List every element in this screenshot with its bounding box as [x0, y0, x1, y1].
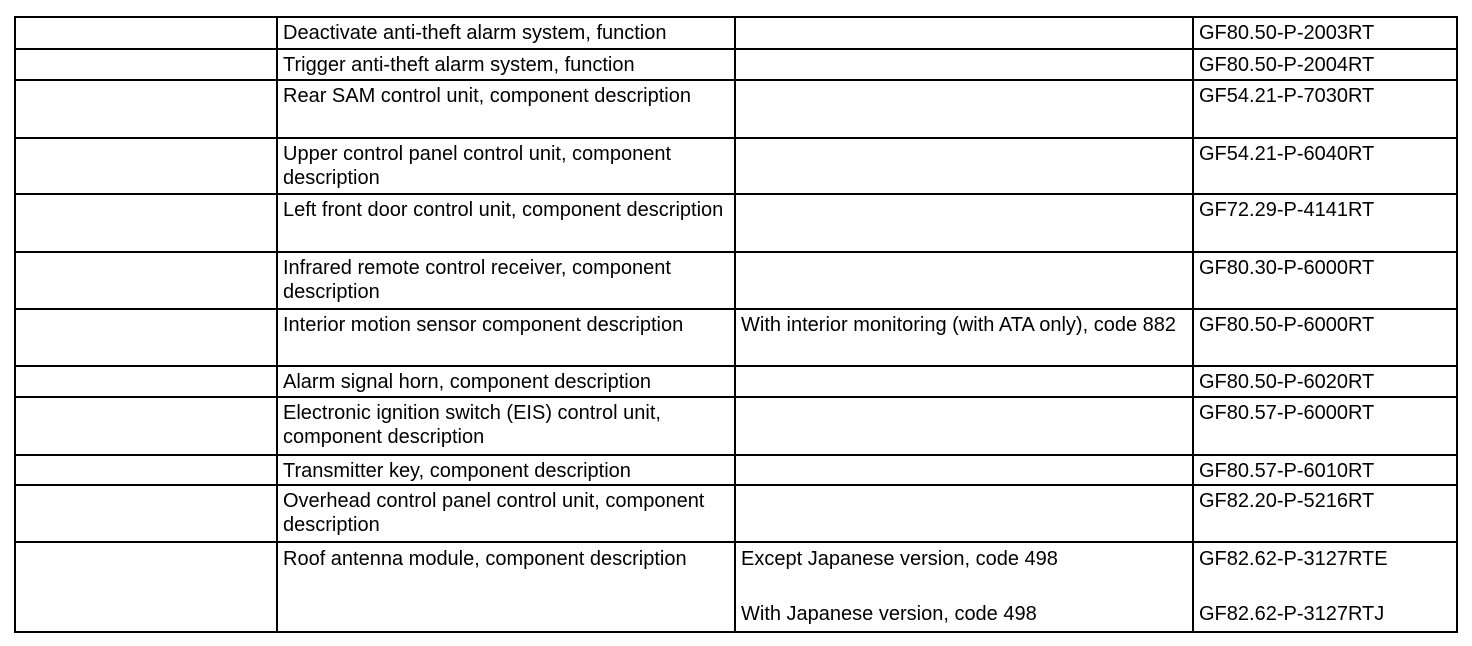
row-blank-cell	[15, 194, 277, 252]
table-row	[15, 49, 1457, 80]
table-row	[15, 252, 1457, 309]
table-row	[15, 485, 1457, 542]
table-row	[15, 17, 1457, 49]
document-code-cell	[1193, 542, 1457, 632]
document-code-link[interactable]: GF80.50-P-6000RT	[1193, 309, 1457, 366]
document-title-cell: Infrared remote control receiver, component description	[277, 252, 735, 309]
condition-note-line: Except Japanese version, code 498	[741, 548, 1058, 570]
row-blank-cell	[15, 542, 277, 632]
table-row	[15, 309, 1457, 366]
row-blank-cell	[15, 252, 277, 309]
document-code-link[interactable]: GF80.50-P-2004RT	[1193, 49, 1457, 80]
condition-note-cell	[735, 485, 1193, 542]
document-code-link[interactable]: GF54.21-P-7030RT	[1193, 80, 1457, 138]
reference-table	[14, 16, 1458, 633]
document-title-cell: Rear SAM control unit, component description	[277, 80, 735, 138]
row-blank-cell	[15, 366, 277, 397]
condition-note-cell	[735, 49, 1193, 80]
table-row	[15, 194, 1457, 252]
document-code-link[interactable]: GF80.50-P-6020RT	[1193, 366, 1457, 397]
condition-note-cell	[735, 397, 1193, 455]
document-title-cell: Upper control panel control unit, component description	[277, 138, 735, 194]
row-blank-cell	[15, 138, 277, 194]
condition-note-cell	[735, 455, 1193, 485]
document-title-cell: Left front door control unit, component description	[277, 194, 735, 252]
document-title-cell: Roof antenna module, component description	[277, 542, 735, 632]
condition-note-cell: With interior monitoring (with ATA only), code 882	[735, 309, 1193, 366]
table-row	[15, 455, 1457, 485]
table-row	[15, 80, 1457, 138]
row-blank-cell	[15, 455, 277, 485]
condition-note-cell	[735, 138, 1193, 194]
document-code-link[interactable]: GF80.30-P-6000RT	[1193, 252, 1457, 309]
document-code-link[interactable]: GF54.21-P-6040RT	[1193, 138, 1457, 194]
document-title-cell: Transmitter key, component description	[277, 455, 735, 485]
document-code-link[interactable]: GF82.62-P-3127RTJ	[1199, 603, 1385, 625]
document-code-link[interactable]: GF72.29-P-4141RT	[1193, 194, 1457, 252]
document-code-link[interactable]: GF80.57-P-6000RT	[1193, 397, 1457, 455]
row-blank-cell	[15, 49, 277, 80]
row-blank-cell	[15, 397, 277, 455]
document-title-cell: Electronic ignition switch (EIS) control unit, component description	[277, 397, 735, 455]
document-title-cell: Alarm signal horn, component description	[277, 366, 735, 397]
row-blank-cell	[15, 17, 277, 49]
document-title-cell: Deactivate anti-theft alarm system, function	[277, 17, 735, 49]
document-title-cell: Overhead control panel control unit, component description	[277, 485, 735, 542]
condition-note-cell	[735, 17, 1193, 49]
condition-note-cell	[735, 80, 1193, 138]
condition-note-line: With Japanese version, code 498	[741, 603, 1037, 625]
condition-note-cell	[735, 252, 1193, 309]
condition-note-cell	[735, 194, 1193, 252]
table-row	[15, 542, 1457, 632]
document-code-link[interactable]: GF82.62-P-3127RTE	[1199, 548, 1388, 570]
condition-note-cell	[735, 366, 1193, 397]
row-blank-cell	[15, 485, 277, 542]
document-code-link[interactable]: GF82.20-P-5216RT	[1193, 485, 1457, 542]
document-title-cell: Interior motion sensor component description	[277, 309, 735, 366]
row-blank-cell	[15, 80, 277, 138]
document-title-cell: Trigger anti-theft alarm system, function	[277, 49, 735, 80]
table-row	[15, 366, 1457, 397]
row-blank-cell	[15, 309, 277, 366]
table-row	[15, 138, 1457, 194]
document-code-link[interactable]: GF80.50-P-2003RT	[1193, 17, 1457, 49]
condition-note-cell	[735, 542, 1193, 632]
document-code-link[interactable]: GF80.57-P-6010RT	[1193, 455, 1457, 485]
table-row	[15, 397, 1457, 455]
